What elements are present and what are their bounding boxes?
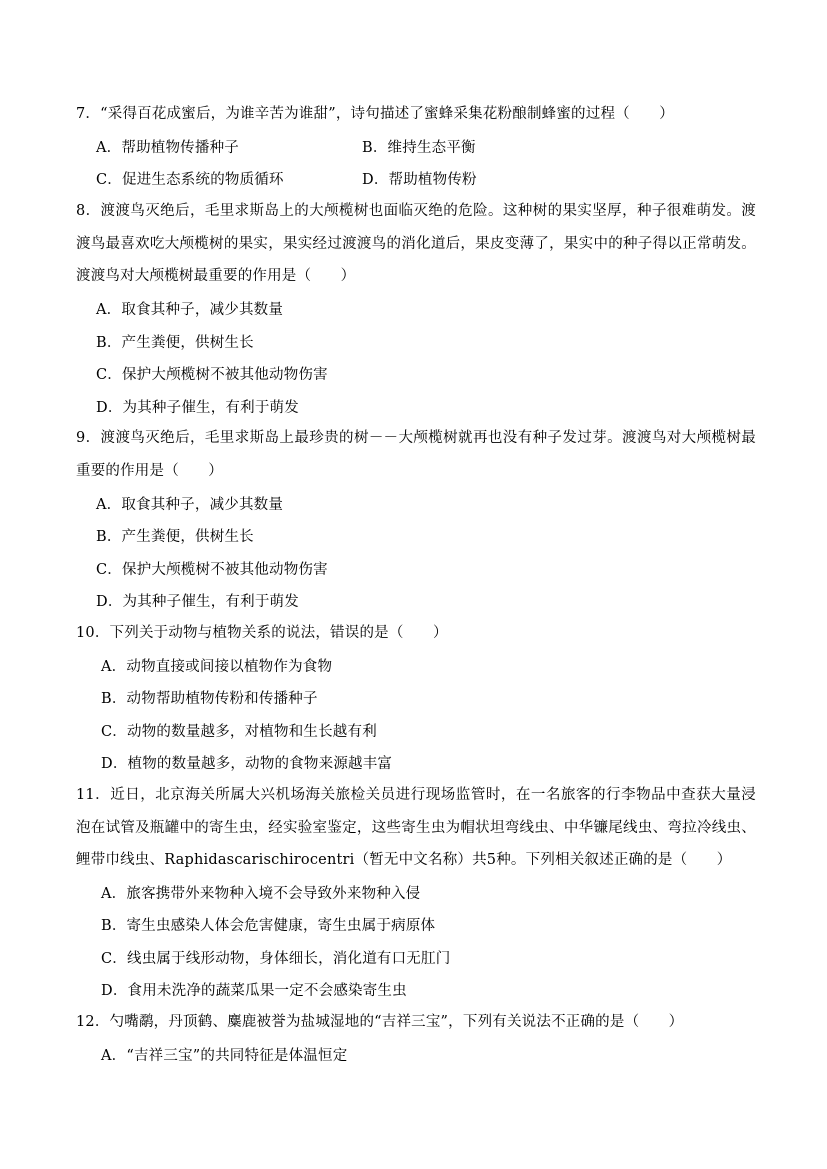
question-7-option-a: A．帮助植物传播种子 — [96, 140, 239, 156]
question-8-option-d: D．为其种子催生，有利于萌发 — [96, 400, 299, 416]
question-10-option-d: D．植物的数量越多，动物的食物来源越丰富 — [101, 756, 393, 772]
question-11-option-c: C．线虫属于线形动物，身体细长，消化道有口无肛门 — [101, 951, 451, 967]
question-10-option-c: C．动物的数量越多，对植物和生长越有利 — [101, 724, 377, 740]
question-11-option-d: D．食用未洗净的蔬菜瓜果一定不会感染寄生虫 — [101, 983, 407, 999]
question-12-stem: 12．勺嘴鹬，丹顶鹤、麋鹿被誉为盐城湿地的“吉祥三宝”，下列有关说法不正确的是（ ） — [76, 1014, 684, 1030]
question-11-stem: 11．近日，北京海关所属大兴机场海关旅检关员进行现场监管时，在一名旅客的行李物品中查获大量浸泡在试管及瓶罐中的寄生虫，经实验室鉴定，这些寄生虫为帽状坦弯线虫、中华镰尾线虫、弯拉冷线虫、鲤带巾线虫、Raphidascarischirocentri（暂无中文名称）共5种。下列相关叙述正确的是（ ） — [76, 787, 756, 868]
question-11-option-a: A．旅客携带外来物种入境不会导致外来物种入侵 — [101, 886, 421, 902]
question-9-option-d: D．为其种子催生，有利于萌发 — [96, 594, 299, 610]
question-7-option-c: C．促进生态系统的物质循环 — [96, 172, 284, 188]
question-10-option-a: A．动物直接或间接以植物作为食物 — [101, 659, 333, 675]
question-9-option-b: B．产生粪便，供树生长 — [96, 529, 254, 545]
question-9-option-a: A．取食其种子，减少其数量 — [96, 497, 284, 513]
question-8-option-a: A．取食其种子，减少其数量 — [96, 302, 284, 318]
question-8-option-c: C．保护大颅榄树不被其他动物伤害 — [96, 367, 328, 383]
question-9-stem: 9．渡渡鸟灭绝后，毛里求斯岛上最珍贵的树－－大颅榄树就再也没有种子发过芽。渡渡鸟对大颅榄树最重要的作用是（ ） — [76, 430, 756, 479]
question-11-option-b: B．寄生虫感染人体会危害健康，寄生虫属于病原体 — [101, 918, 436, 934]
question-12-option-a: A．“吉祥三宝”的共同特征是体温恒定 — [101, 1048, 348, 1064]
question-10-stem: 10．下列关于动物与植物关系的说法，错误的是（ ） — [76, 625, 448, 641]
question-7-option-b: B．维持生态平衡 — [362, 140, 476, 156]
question-10-option-b: B．动物帮助植物传粉和传播种子 — [101, 691, 318, 707]
question-8-option-b: B．产生粪便，供树生长 — [96, 335, 254, 351]
question-7-option-d: D．帮助植物传粉 — [362, 172, 477, 188]
question-8-stem: 8．渡渡鸟灭绝后，毛里求斯岛上的大颅榄树也面临灭绝的危险。这种树的果实坚厚，种子很难萌发。渡渡鸟最喜欢吃大颅榄树的果实，果实经过渡渡鸟的消化道后，果皮变薄了，果实中的种子得以正常萌发。渡渡鸟对大颅榄树最重要的作用是（ ） — [76, 203, 756, 284]
question-9-option-c: C．保护大颅榄树不被其他动物伤害 — [96, 562, 328, 578]
question-7-stem: 7．“采得百花成蜜后，为谁辛苦为谁甜”，诗句描述了蜜蜂采集花粉酿制蜂蜜的过程（ ） — [76, 106, 674, 122]
